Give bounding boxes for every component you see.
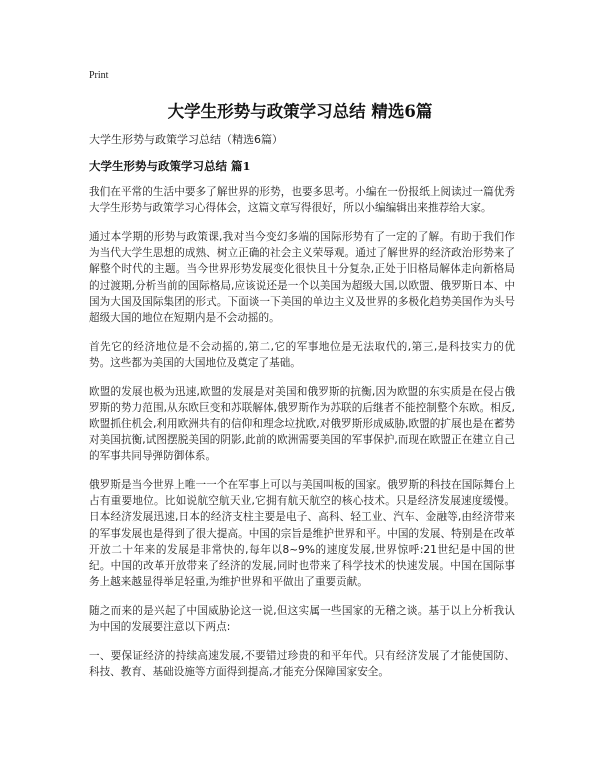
paragraph-2: 通过本学期的形势与政策课,我对当今变幻多端的国际形势有了一定的了解。有助于我们作为当代大学生思想的成熟、树立正确的社会主义荣辱观。通过了解世界的经济政治形势来了解整个时代的主题。当今世界形势发展变化很快且十分复杂,正处于旧格局解体走向新格局的过渡期,分析当前的国际格局,应该说还是一个以美国为超级大国,以欧盟、俄罗斯日本、中国为大国及国际集团的形式。下面谈一下美国的单边主义及世界的多极化趋势美国作为头号超级大国的地位在短期内是不会动摇的。	[89, 230, 515, 324]
paragraph-6: 随之而来的是兴起了中国威胁论这一说,但这实属一些国家的无稽之谈。基于以上分析我认为中国的发展要注意以下两点:	[89, 604, 515, 634]
paragraph-7: 一、要保证经济的持续高速发展,不要错过珍贵的和平年代。只有经济发展了才能使国防、科技、教育、基础设施等方面得到提高,才能充分保障国家安全。	[89, 649, 515, 679]
section-heading: 大学生形势与政策学习总结 篇1	[89, 159, 251, 173]
paragraph-3: 首先它的经济地位是不会动摇的,第二,它的军事地位是无法取代的,第三,是科技实力的优势。这些都为美国的大国地位及奠定了基础。	[89, 340, 515, 369]
article-body	[89, 184, 515, 693]
document-title: 大学生形势与政策学习总结 精选6篇	[167, 102, 433, 121]
paragraph-5: 俄罗斯是当今世界上唯一一个在军事上可以与美国叫板的国家。俄罗斯的科技在国际舞台上占有重要地位。比如说航空航天业,它拥有航天航空的核心技术。只是经济发展速度缓慢。日本经济发展迅速,日本的经济支柱主要是电子、高科、轻工业、汽车、金融等,由经济带来的军事发展也是得到了很大提高。中国的宗旨是维护世界和平。中国的发展、特别是在改革开放二十年来的发展是非常快的,每年以8~9%的速度发展,世界惊呼:21世纪是中国的世纪。中国的改革开放带来了经济的发展,同时也带来了科学技术的快速发展。中国在国际事务上越来越显得举足轻重,为维护世界和平做出了重要贡献。	[89, 479, 515, 589]
document-subtitle: 大学生形势与政策学习总结（精选6篇）	[89, 133, 283, 146]
paragraph-1: 我们在平常的生活中要多了解世界的形势，也要多思考。小编在一份报纸上阅读过一篇优秀大学生形势与政策学习心得体会，这篇文章写得很好，所以小编编辑出来推荐给大家。	[89, 186, 515, 215]
paragraph-4: 欧盟的发展也极为迅速,欧盟的发展是对美国和俄罗斯的抗衡,因为欧盟的东实质是在侵占俄罗斯的势力范围,从东欧巨变和苏联解体,俄罗斯作为苏联的后继者不能控制整个东欧。相反,欧盟抓住机会,利用欧洲共有的信仰和理念垃扰欧,对俄罗斯形成威胁,欧盟的扩展也是在蓄势对美国抗衡,试图摆脱美国的阴影,此前的欧洲需要美国的军事保护,而现在欧盟正在建立自己的军事共同导弹防御体系。	[89, 385, 515, 463]
print-label: Print	[89, 70, 109, 81]
